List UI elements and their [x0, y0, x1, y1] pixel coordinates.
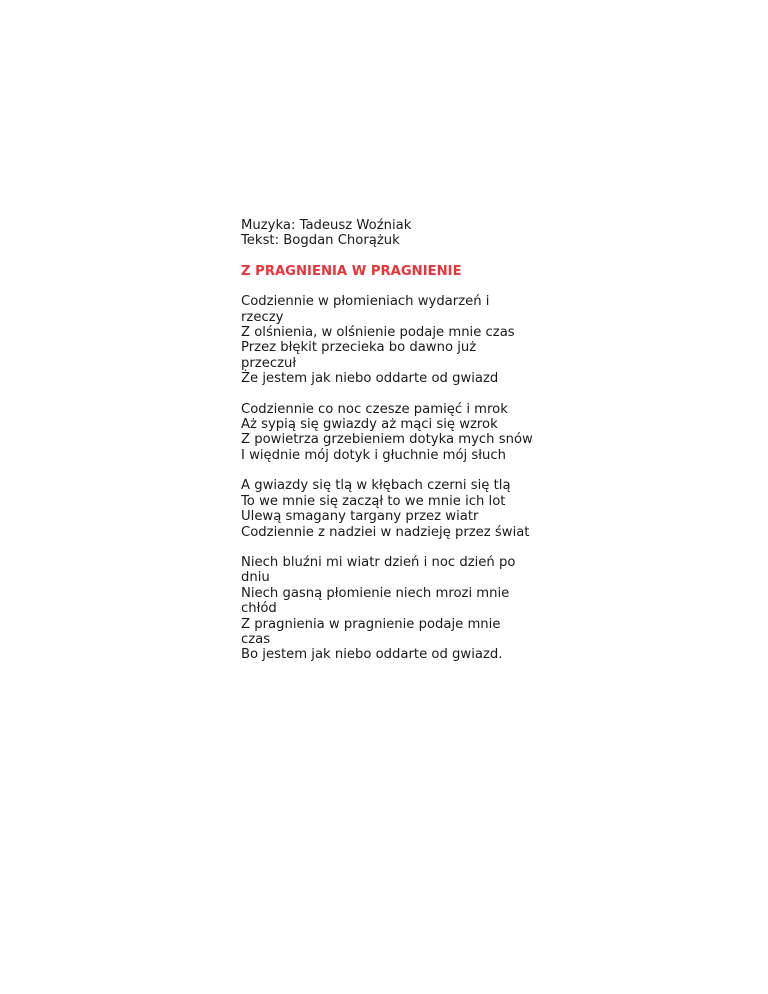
verse-line: Codziennie co noc czesze pamięć i mrok [241, 401, 508, 417]
verse-line: Z powietrza grzebieniem dotyka mych snów [241, 432, 533, 448]
verse-line: Aż sypią się gwiazdy aż mąci się wzrok [241, 417, 498, 433]
verse-line: To we mnie się zaczął to we mnie ich lot [241, 493, 506, 509]
stanza-4 [241, 555, 533, 663]
verse-line: Z olśnienia, w olśnienie podaje mnie czas [241, 325, 515, 341]
verse-line: Ulewą smagany targany przez wiatr [241, 509, 479, 525]
verse-line: Codziennie z nadziei w nadzieję przez świat [241, 524, 530, 540]
verse-line: Że jestem jak niebo oddarte od gwiazd [241, 371, 499, 387]
stanza-3 [241, 478, 533, 540]
verse-line: Niech bluźni mi wiatr dzień i noc dzień po dniu [241, 554, 516, 586]
verse-line: A gwiazdy się tlą w kłębach czerni się tlą [241, 478, 511, 494]
verse-line: I więdnie mój dotyk i głuchnie mój słuch [241, 447, 506, 463]
music-credit: Muzyka: Tadeusz Woźniak [241, 218, 412, 233]
verse-line: Z pragnienia w pragnienie podaje mnie czas [241, 616, 501, 647]
verse-line: Bo jestem jak niebo oddarte od gwiazd. [241, 647, 503, 663]
verse-line: Niech gasną płomienie niech mrozi mnie chłód [241, 585, 510, 617]
lyrics-content [241, 218, 533, 678]
verse-line: Codziennie w płomieniach wydarzeń i rzeczy [241, 294, 490, 325]
verse-line: Przez błękit przecieka bo dawno już przeczuł [241, 340, 477, 371]
credits [241, 218, 533, 249]
song-title: Z PRAGNIENIA W PRAGNIENIE [241, 263, 462, 279]
stanza-2 [241, 402, 533, 464]
stanza-1 [241, 294, 533, 386]
lyrics-credit: Tekst: Bogdan Chorążuk [241, 233, 400, 249]
